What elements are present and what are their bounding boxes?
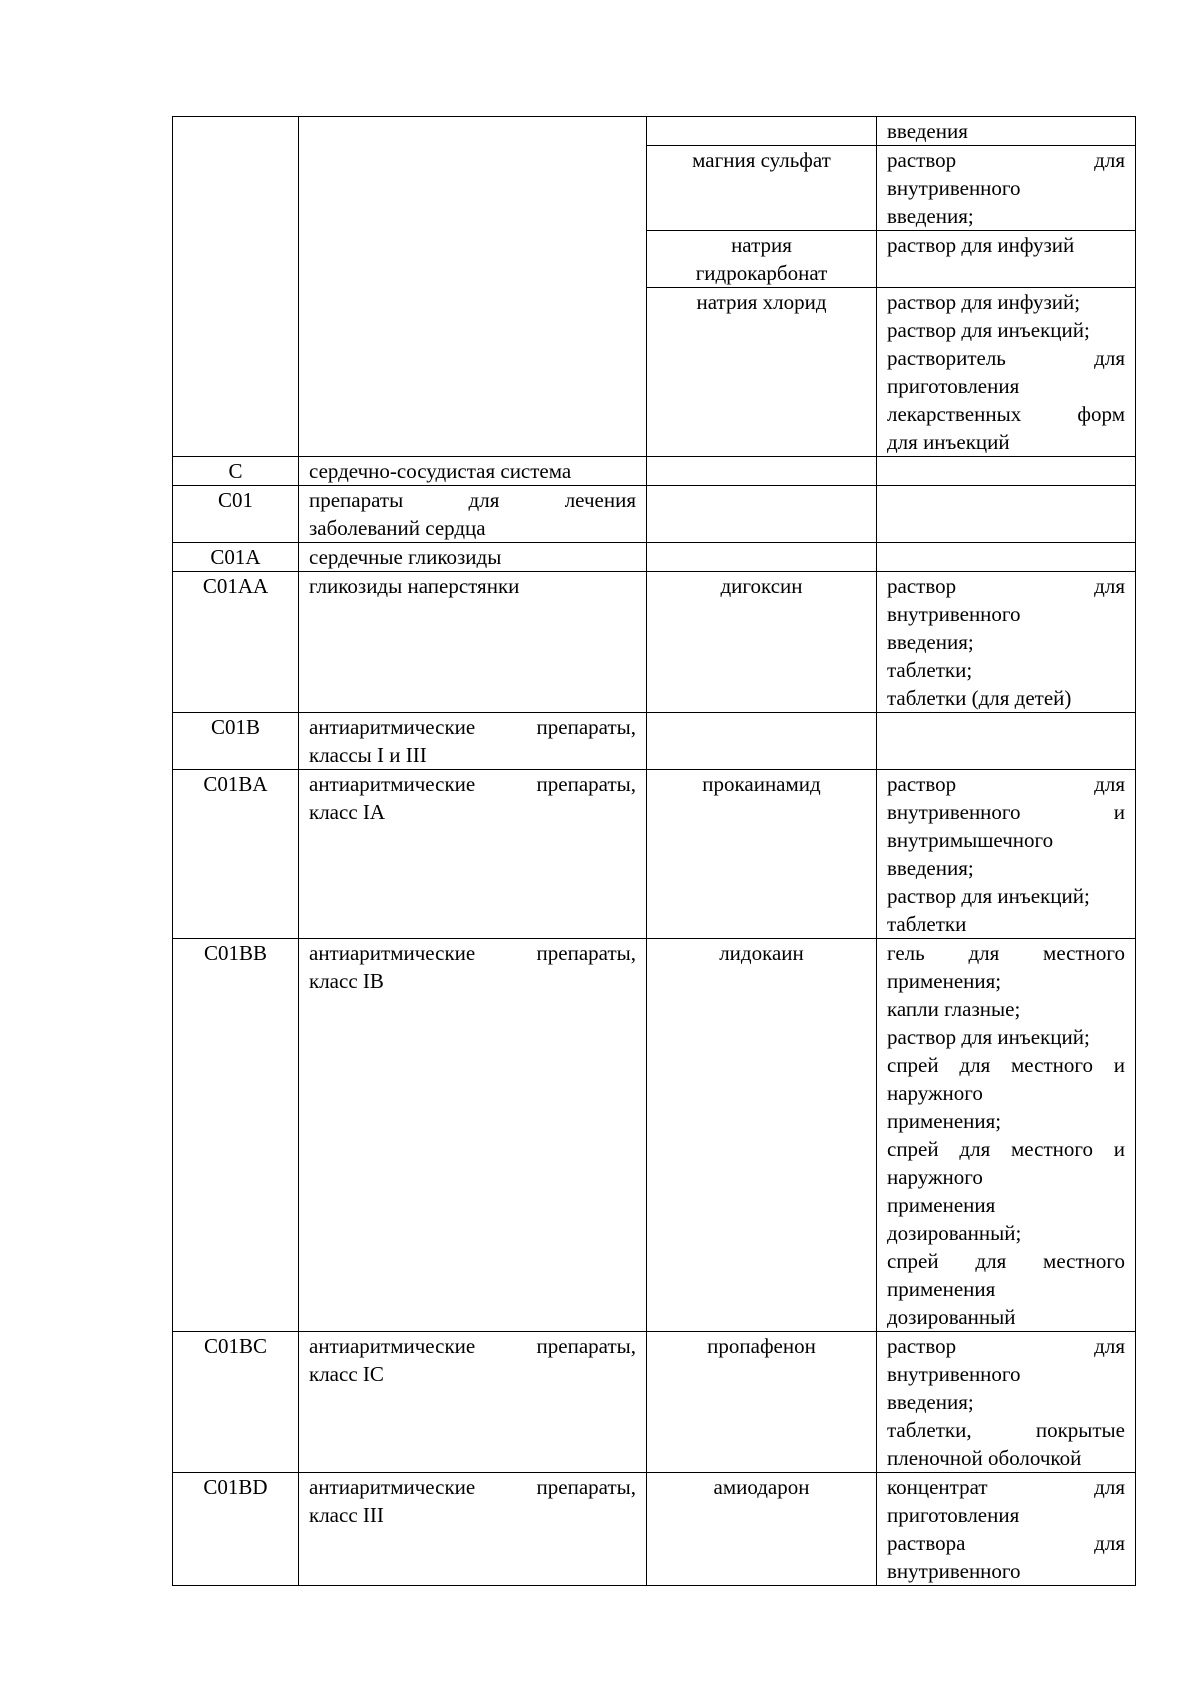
dosage-form-line: раствор для инъекций; xyxy=(887,884,1090,908)
dosage-form-line: введения; xyxy=(887,856,974,880)
drug-name-cell xyxy=(647,117,877,146)
dosage-form-line: спрей для местного xyxy=(887,1249,1125,1273)
group-name-cell xyxy=(299,117,647,457)
dosage-form-line: приготовления xyxy=(887,1503,1020,1527)
dosage-form-line: введения; xyxy=(887,630,974,654)
dosage-form-line: дозированный; xyxy=(887,1221,1022,1245)
group-name-line: сердечные гликозиды xyxy=(309,545,502,569)
drug-name-line: дигоксин xyxy=(720,574,803,598)
drug-name-cell xyxy=(647,231,877,288)
atc-code-cell: C01AA xyxy=(173,572,299,713)
dosage-form-line: внутривенного и xyxy=(887,800,1125,824)
dosage-form-cell xyxy=(877,231,1136,288)
dosage-form-line: введения; xyxy=(887,1390,974,1414)
table-row xyxy=(173,117,1136,146)
drug-name-cell xyxy=(647,713,877,770)
dosage-form-cell xyxy=(877,572,1136,713)
group-name-line: сердечно-сосудистая система xyxy=(309,459,572,483)
atc-code-cell: C01BC xyxy=(173,1332,299,1473)
drug-name-line: гидрокарбонат xyxy=(695,261,828,285)
drug-name-cell xyxy=(647,288,877,457)
dosage-form-line: внутривенного xyxy=(887,602,1021,626)
group-name-line: антиаритмические препараты, xyxy=(309,1334,636,1358)
table-row xyxy=(173,770,1136,939)
dosage-form-line: раствор для инфузий; xyxy=(887,290,1081,314)
table-row xyxy=(173,572,1136,713)
dosage-form-line: внутривенного xyxy=(887,1362,1021,1386)
group-name-cell xyxy=(299,939,647,1332)
dosage-form-cell xyxy=(877,713,1136,770)
dosage-form-line: наружного xyxy=(887,1165,983,1189)
atc-code-cell: C01 xyxy=(173,486,299,543)
drug-list-table xyxy=(172,116,1136,1586)
dosage-form-line: применения; xyxy=(887,1109,1002,1133)
atc-code-cell xyxy=(173,117,299,457)
drug-name-cell xyxy=(647,770,877,939)
dosage-form-cell xyxy=(877,117,1136,146)
dosage-form-line: пленочной оболочкой xyxy=(887,1446,1082,1470)
drug-name-cell xyxy=(647,1332,877,1473)
drug-name-cell xyxy=(647,572,877,713)
dosage-form-line: таблетки xyxy=(887,912,967,936)
group-name-line: антиаритмические препараты, xyxy=(309,715,636,739)
dosage-form-cell xyxy=(877,146,1136,231)
dosage-form-cell xyxy=(877,288,1136,457)
table-row xyxy=(173,939,1136,1332)
group-name-line: заболеваний сердца xyxy=(309,516,486,540)
dosage-form-line: растворитель для xyxy=(887,346,1125,370)
dosage-form-line: спрей для местного и xyxy=(887,1137,1125,1161)
dosage-form-line: для инъекций xyxy=(887,430,1010,454)
dosage-form-line: раствор для xyxy=(887,148,1125,172)
dosage-form-cell xyxy=(877,1473,1136,1586)
drug-name-line: прокаинамид xyxy=(702,772,821,796)
drug-name-line: натрия хлорид xyxy=(696,290,827,314)
atc-code-cell: C01BD xyxy=(173,1473,299,1586)
drug-name-line: магния сульфат xyxy=(692,148,831,172)
dosage-form-line: применения xyxy=(887,1277,996,1301)
drug-name-cell xyxy=(647,457,877,486)
dosage-form-cell xyxy=(877,939,1136,1332)
group-name-cell xyxy=(299,572,647,713)
dosage-form-line: раствор для xyxy=(887,1334,1125,1358)
group-name-line: гликозиды наперстянки xyxy=(309,574,520,598)
drug-name-cell xyxy=(647,543,877,572)
dosage-form-line: внутримышечного xyxy=(887,828,1054,852)
table-row xyxy=(173,543,1136,572)
dosage-form-line: раствор для инъекций; xyxy=(887,318,1090,342)
dosage-form-line: применения xyxy=(887,1193,996,1217)
drug-name-cell xyxy=(647,1473,877,1586)
dosage-form-line: концентрат для xyxy=(887,1475,1125,1499)
dosage-form-line: таблетки, покрытые xyxy=(887,1418,1125,1442)
dosage-form-line: приготовления xyxy=(887,374,1020,398)
drug-name-cell xyxy=(647,146,877,231)
dosage-form-line: наружного xyxy=(887,1081,983,1105)
drug-name-cell xyxy=(647,486,877,543)
dosage-form-line: введения xyxy=(887,119,968,143)
group-name-line: класс IC xyxy=(309,1362,384,1386)
atc-code-cell: C01B xyxy=(173,713,299,770)
dosage-form-line: раствора для xyxy=(887,1531,1125,1555)
group-name-cell xyxy=(299,770,647,939)
group-name-cell xyxy=(299,713,647,770)
atc-code-cell: C01BB xyxy=(173,939,299,1332)
group-name-line: класс IA xyxy=(309,800,386,824)
group-name-line: класс III xyxy=(309,1503,384,1527)
table-row xyxy=(173,1473,1136,1586)
drug-name-line: амиодарон xyxy=(713,1475,810,1499)
group-name-cell xyxy=(299,543,647,572)
dosage-form-line: спрей для местного и xyxy=(887,1053,1125,1077)
dosage-form-cell xyxy=(877,1332,1136,1473)
dosage-form-line: применения; xyxy=(887,969,1002,993)
group-name-cell xyxy=(299,457,647,486)
dosage-form-cell xyxy=(877,457,1136,486)
dosage-form-cell xyxy=(877,770,1136,939)
drug-name-line: натрия xyxy=(731,233,792,257)
dosage-form-cell xyxy=(877,486,1136,543)
dosage-form-line: внутривенного xyxy=(887,176,1021,200)
group-name-line: антиаритмические препараты, xyxy=(309,941,636,965)
table-body xyxy=(173,117,1136,1586)
dosage-form-line: раствор для xyxy=(887,574,1125,598)
group-name-line: классы I и III xyxy=(309,743,427,767)
group-name-line: антиаритмические препараты, xyxy=(309,772,636,796)
drug-name-line: пропафенон xyxy=(707,1334,816,1358)
group-name-line: препараты для лечения xyxy=(309,488,636,512)
dosage-form-line: таблетки; xyxy=(887,658,973,682)
table-row xyxy=(173,713,1136,770)
dosage-form-line: таблетки (для детей) xyxy=(887,686,1072,710)
dosage-form-line: дозированный xyxy=(887,1305,1016,1329)
atc-code-cell: C01A xyxy=(173,543,299,572)
group-name-line: класс IB xyxy=(309,969,384,993)
group-name-cell xyxy=(299,1473,647,1586)
group-name-line: антиаритмические препараты, xyxy=(309,1475,636,1499)
table-row xyxy=(173,486,1136,543)
group-name-cell xyxy=(299,1332,647,1473)
dosage-form-line: введения; xyxy=(887,204,974,228)
table-row xyxy=(173,1332,1136,1473)
dosage-form-line: раствор для инфузий xyxy=(887,233,1075,257)
dosage-form-cell xyxy=(877,543,1136,572)
dosage-form-line: лекарственных форм xyxy=(887,402,1125,426)
dosage-form-line: гель для местного xyxy=(887,941,1125,965)
dosage-form-line: внутривенного xyxy=(887,1559,1021,1583)
table-row xyxy=(173,457,1136,486)
dosage-form-line: капли глазные; xyxy=(887,997,1021,1021)
atc-code-cell: C01BA xyxy=(173,770,299,939)
drug-name-cell xyxy=(647,939,877,1332)
dosage-form-line: раствор для xyxy=(887,772,1125,796)
drug-name-line: лидокаин xyxy=(719,941,804,965)
dosage-form-line: раствор для инъекций; xyxy=(887,1025,1090,1049)
atc-code-cell: C xyxy=(173,457,299,486)
group-name-cell xyxy=(299,486,647,543)
